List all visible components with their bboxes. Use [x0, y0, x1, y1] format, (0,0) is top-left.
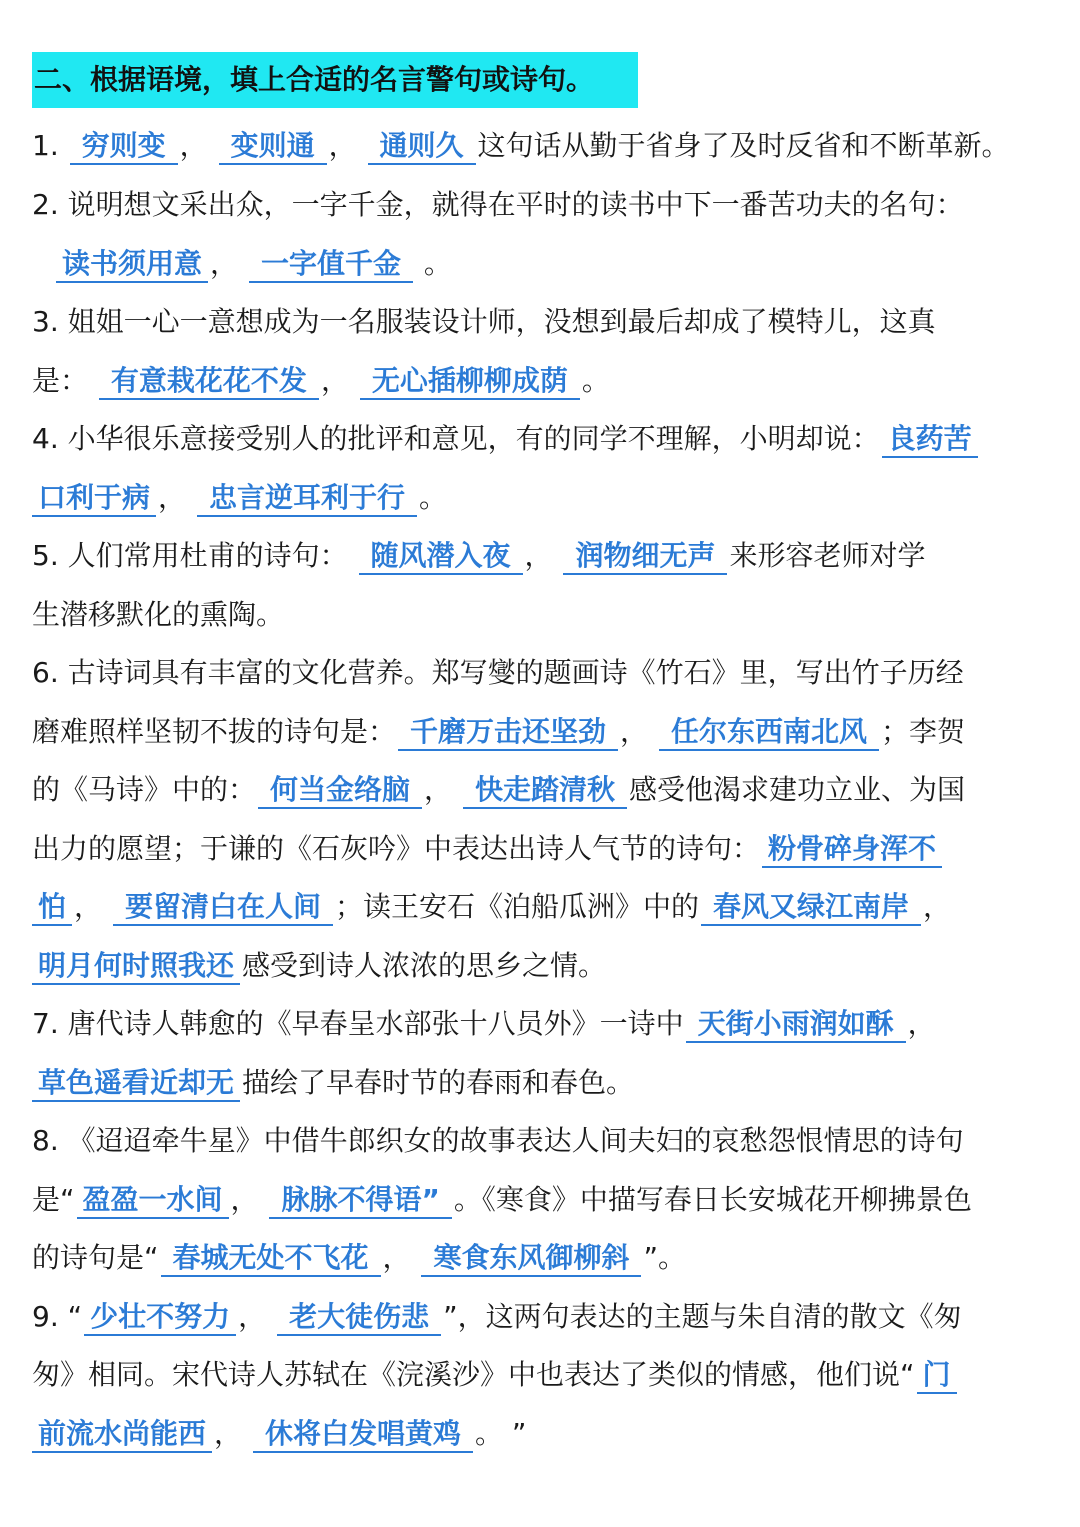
answer-blank: 穷则变	[70, 129, 178, 165]
question-text: 磨难照样坚韧不拔的诗句是：	[32, 715, 397, 748]
answer-blank: 明月何时照我还	[32, 949, 240, 985]
punctuation: ，	[328, 129, 357, 162]
punctuation: ，	[214, 1417, 243, 1450]
question-text: ；读王安石《泊船瓜洲》中的	[334, 890, 699, 923]
question-9-line-3	[32, 1414, 1048, 1454]
answer-blank: 随风潜入夜	[359, 539, 523, 575]
question-text: ；李贺	[880, 715, 965, 748]
punctuation: ，	[158, 481, 187, 514]
question-9-line-2	[32, 1355, 1048, 1395]
question-7-line-1	[32, 1004, 1048, 1044]
answer-blank: 通则久	[368, 129, 476, 165]
answer-blank: 老大徒伤悲	[277, 1300, 441, 1336]
question-3-line-2	[32, 361, 1048, 401]
question-text: 。 ”	[474, 1417, 527, 1450]
question-text: 的诗句是“	[32, 1241, 159, 1274]
question-5-line-1	[32, 536, 1048, 576]
question-text: 的《马诗》中的：	[32, 773, 257, 806]
answer-blank: 寒食东风御柳斜	[421, 1241, 641, 1277]
question-6-line-6	[32, 946, 1048, 986]
answer-blank: 怕	[32, 890, 72, 926]
question-6-line-1: 6. 古诗词具有丰富的文化营养。郑写燮的题画诗《竹石》里，写出竹子历经	[32, 656, 964, 689]
answer-blank: 脉脉不得语”	[269, 1183, 451, 1219]
question-text: 4. 小华很乐意接受别人的批评和意见，有的同学不理解，小明却说：	[32, 422, 880, 455]
question-text: ”。	[643, 1241, 686, 1274]
answer-blank: 何当金络脑	[258, 773, 422, 809]
question-9-line-1	[32, 1297, 1048, 1337]
punctuation: ，	[524, 539, 553, 572]
punctuation: ，	[382, 1241, 411, 1274]
punctuation: ，	[907, 1007, 936, 1040]
answer-blank: 粉骨碎身浑不	[762, 832, 942, 868]
answer-blank: 草色遥看近却无	[32, 1066, 240, 1102]
answer-blank: 天街小雨润如酥	[686, 1007, 906, 1043]
punctuation: ，	[620, 715, 649, 748]
punctuation: ，	[210, 247, 239, 280]
question-number: 1.	[32, 129, 59, 162]
punctuation: ，	[238, 1300, 267, 1333]
question-text: 感受到诗人浓浓的思乡之情。	[242, 949, 607, 982]
answer-blank: 变则通	[219, 129, 327, 165]
question-text: 出力的愿望；于谦的《石灰吟》中表达出诗人气节的诗句：	[32, 832, 761, 865]
answer-blank: 润物细无声	[563, 539, 727, 575]
question-2-line-2	[32, 244, 1048, 284]
answer-blank: 春城无处不飞花	[161, 1241, 381, 1277]
punctuation: ，	[320, 364, 349, 397]
answer-blank: 千磨万击还坚劲	[398, 715, 618, 751]
answer-blank: 快走踏清秋	[463, 773, 627, 809]
punctuation: ，	[74, 890, 103, 923]
answer-blank: 前流水尚能西	[32, 1417, 212, 1453]
punctuation: 。	[418, 481, 447, 514]
punctuation: ，	[424, 773, 453, 806]
question-text: 是：	[32, 364, 89, 397]
punctuation: ，	[179, 129, 208, 162]
punctuation: 。	[581, 364, 610, 397]
question-8-line-3	[32, 1238, 1048, 1278]
question-text: 7. 唐代诗人韩愈的《早春呈水部张十八员外》一诗中	[32, 1007, 684, 1040]
answer-blank: 门	[917, 1358, 957, 1394]
question-text: 匆》相同。宋代诗人苏轼在《浣溪沙》中也表达了类似的情感，他们说“	[32, 1358, 915, 1391]
question-5-line-2: 生潜移默化的熏陶。	[32, 598, 285, 631]
answer-blank: 任尔东西南北风	[659, 715, 879, 751]
question-8-line-2	[32, 1180, 1048, 1220]
question-6-line-3	[32, 770, 1048, 810]
punctuation: 。	[423, 247, 452, 280]
question-6-line-2	[32, 712, 1048, 752]
answer-blank: 一字值千金	[249, 247, 413, 283]
question-3-line-1: 3. 姐姐一心一意想成为一名服装设计师，没想到最后却成了模特儿，这真	[32, 305, 936, 338]
answer-blank: 忠言逆耳利于行	[197, 481, 417, 517]
question-text: 感受他渴求建功立业、为国	[628, 773, 965, 806]
question-1-line-1	[32, 126, 1048, 166]
question-4-line-1	[32, 419, 1048, 459]
question-text: 来形容老师对学	[729, 539, 926, 572]
answer-blank: 口利于病	[32, 481, 156, 517]
answer-blank: 有意栽花花不发	[99, 364, 319, 400]
question-text: 这句话从勤于省身了及时反省和不断革新。	[477, 129, 1010, 162]
punctuation: ，	[922, 890, 951, 923]
question-8-line-1: 8. 《迢迢牵牛星》中借牛郎织女的故事表达人间夫妇的哀愁怨恨情思的诗句	[32, 1124, 964, 1157]
punctuation: ，	[230, 1183, 259, 1216]
question-2-line-1: 2. 说明想文采出众，一字千金，就得在平时的读书中下一番苦功夫的名句：	[32, 188, 964, 221]
answer-blank: 良药苦	[882, 422, 978, 458]
question-text: 5. 人们常用杜甫的诗句：	[32, 539, 348, 572]
question-6-line-5	[32, 887, 1048, 927]
question-text: ”，这两句表达的主题与朱自清的散文《匆	[443, 1300, 962, 1333]
answer-blank: 要留清白在人间	[113, 890, 333, 926]
question-text: 9. “	[32, 1300, 83, 1333]
answer-blank: 无心插柳柳成荫	[360, 364, 580, 400]
question-text: 。《寒食》中描写春日长安城花开柳拂景色	[453, 1183, 972, 1216]
question-6-line-4	[32, 829, 1048, 869]
question-text: 是“	[32, 1183, 75, 1216]
question-4-line-2	[32, 478, 1048, 518]
section-title: 二、根据语境，填上合适的名言警句或诗句。	[32, 52, 638, 108]
answer-blank: 读书须用意	[56, 247, 208, 283]
answer-blank: 休将白发唱黄鸡	[253, 1417, 473, 1453]
answer-blank: 盈盈一水间	[77, 1183, 229, 1219]
answer-blank: 春风又绿江南岸	[701, 890, 921, 926]
question-text: 描绘了早春时节的春雨和春色。	[242, 1066, 635, 1099]
question-7-line-2	[32, 1063, 1048, 1103]
answer-blank: 少壮不努力	[84, 1300, 236, 1336]
